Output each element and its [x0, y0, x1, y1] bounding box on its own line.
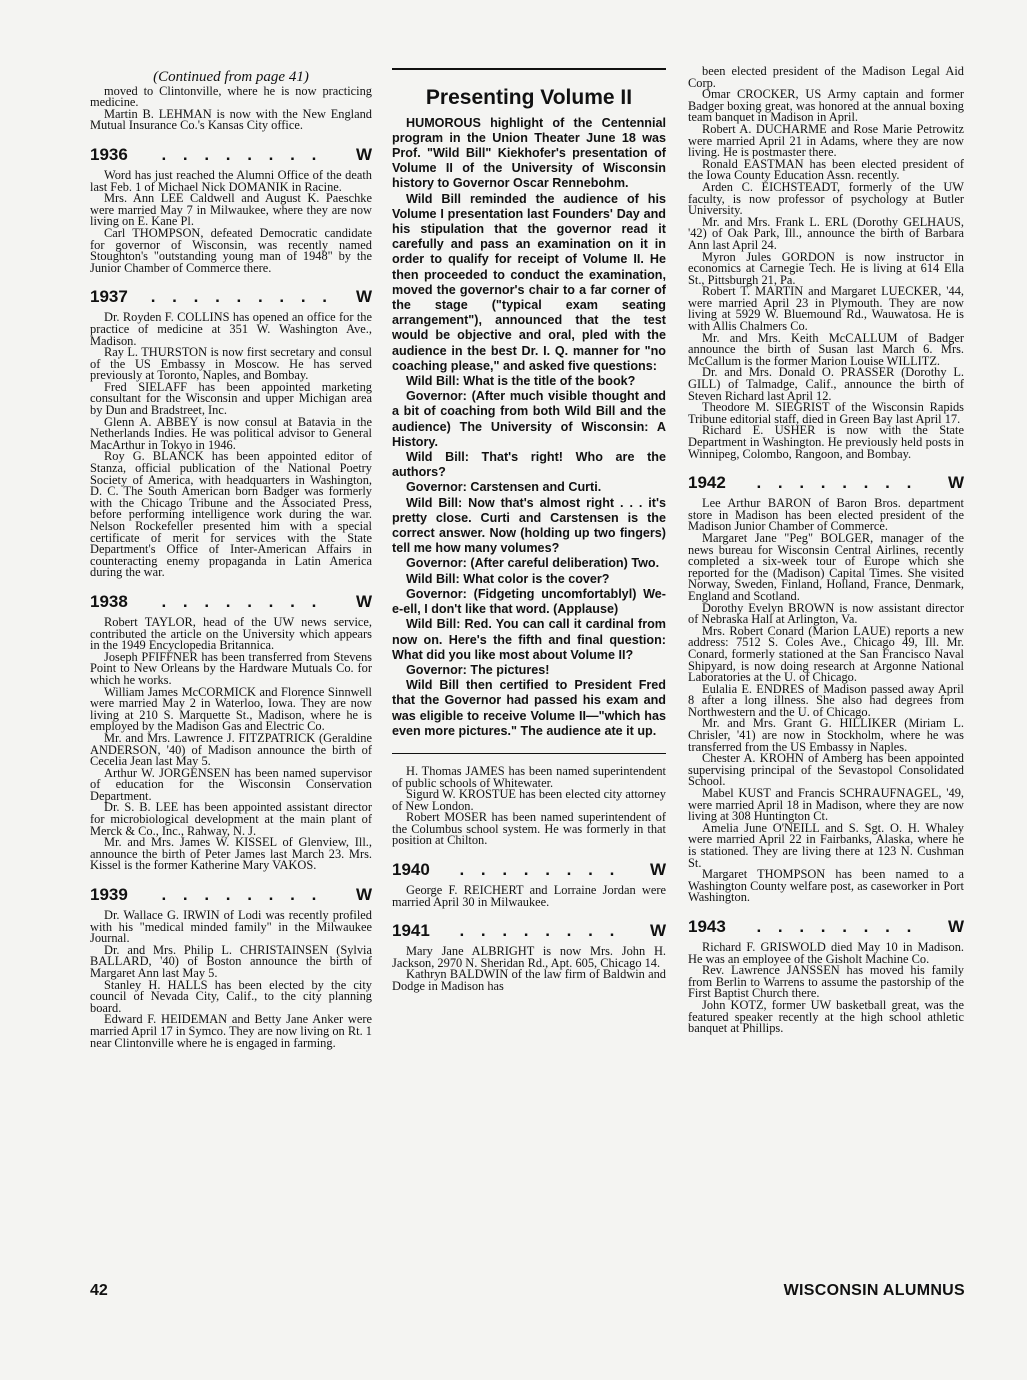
news-item: Myron Jules GORDON is now instructor in economics at Carnegie Tech. He is living at 614 Ella St., Pittsburgh 21, Pa. — [688, 249, 964, 287]
top-rule — [392, 68, 666, 70]
news-item: Omar CROCKER, US Army captain and former Badger boxing great, was honored at the annual boxing team banquet in Madison in April. — [688, 87, 964, 125]
feature-title: Presenting Volume II — [425, 86, 633, 109]
feature-paragraph: Governor: Carstensen and Curti. — [406, 480, 602, 495]
year-leader-dots: . . . . . . . . — [161, 591, 323, 611]
news-item: Chester A. KROHN of Amberg has been appointed supervising principal of the Sevastopol Consolidated School. — [688, 751, 964, 789]
news-item: Margaret Jane "Peg" BOLGER, manager of the news bureau for Wisconsin Central Airlines, recently completed a six-week tour of Europe which she reported for the (Madison) Capital Times. She visited Norway, Sweden, Finland, Holland, France, Denmark, England and Scotland. — [688, 530, 964, 603]
news-item: Sigurd W. KROSTUE has been elected city attorney of New London. — [392, 787, 666, 813]
news-item: Richard F. GRISWOLD died May 10 in Madison. He was an employee of the Gisholt Machine Co. — [688, 939, 964, 966]
year-leader-dots: . . . . . . . . — [756, 916, 918, 936]
class-year-heading — [688, 918, 964, 936]
w-mark: W — [947, 916, 964, 936]
w-mark: W — [355, 591, 372, 611]
news-item: Mabel KUST and Francis SCHRAUFNAGEL, '49, were married April 18 in Madison, where they are now living at 308 Huntington Ct. — [688, 786, 964, 824]
news-item: Glenn A. ABBEY is now consul at Batavia in the Netherlands Indies. He was political advisor to General MacArthur in Tokyo in 1946. — [90, 414, 372, 452]
w-mark: W — [649, 860, 666, 880]
news-item: Edward F. HEIDEMAN and Betty Jane Anker were married April 17 in Symco. They are now living on Rt. 1 near Clintonville where he is engaged in farming. — [90, 1012, 372, 1050]
continued-note: (Continued from page 41) — [153, 69, 309, 85]
news-item: Dr. Wallace G. IRWIN of Lodi was recently profiled with his "medical minded family" in the Milwaukee Journal. — [90, 908, 372, 946]
news-item: Word has just reached the Alumni Office of the death last Feb. 1 of Michael Nick DOMANIK in Racine. — [90, 167, 372, 194]
news-item: Robert A. DUCHARME and Rose Marie Petrowitz were married April 21 in Adams, where they are now living. He is postmaster there. — [688, 121, 964, 160]
year-leader-dots: . . . . . . . . — [161, 144, 323, 164]
feature-paragraph: Governor: (After careful deliberation) Two. — [406, 556, 660, 571]
feature-paragraph: Governor: (Fidgeting uncomfortablyl) We-e-ell, I don't like that word. (Applause) — [392, 586, 666, 617]
year-label: 1939 — [90, 885, 128, 905]
news-item: Stanley H. HALLS has been elected by the city council of Nevada City, Calif., to the city planning board. — [90, 977, 372, 1015]
news-item: Dr. and Mrs. Philip L. CHRISTAINSEN (Sylvia BALLARD, '40) of Boston announce the birth of Margaret Ann last May 5. — [90, 942, 372, 980]
feature-paragraph: Governor: The pictures! — [406, 662, 550, 677]
year-label: 1937 — [90, 287, 128, 307]
feature-box — [392, 86, 666, 739]
col1-sections — [90, 146, 372, 1049]
feature-paragraph: HUMOROUS highlight of the Centennial program in the Union Theater June 18 was Prof. "Wild Bill" Kiekhofer's presentation of Volume II of the University of Wisconsin history to Governor Oscar Rennebohm. — [392, 115, 666, 191]
feature-separator — [392, 753, 666, 754]
news-item: Mr. and Mrs. Lawrence J. FITZPATRICK (Geraldine ANDERSON, '40) of Madison announce the birth of Cecelia Jean last May 5. — [90, 730, 372, 769]
col1-intro — [90, 83, 372, 133]
w-mark: W — [355, 885, 372, 905]
feature-paragraph: Wild Bill: Now that's almost right . . . it's pretty close. Curti and Carstensen is the correct answer. Now (holding up two fingers) tell me how many volumes? — [392, 495, 666, 556]
year-label: 1938 — [90, 591, 128, 611]
w-mark: W — [649, 921, 666, 941]
news-item: Joseph PFIFFNER has been transferred from Stevens Point to New Orleans by the Hardware Mutuals Co. for which he works. — [90, 649, 372, 687]
year-label: 1942 — [688, 473, 726, 493]
news-item: H. Thomas JAMES has been named superintendent of public schools of Whitewater. — [392, 763, 666, 790]
news-item: Mr. and Mrs. Frank L. ERL (Dorothy GELHAUS, '42) of Oak Park, Ill., announce the birth of Barbara Ann last April 24. — [688, 214, 964, 252]
year-label: 1941 — [392, 921, 430, 941]
class-year-heading — [90, 886, 372, 904]
year-leader-dots: . . . . . . . . — [161, 885, 323, 905]
news-item: Ray L. THURSTON is now first secretary and consul of the US Embassy in Moscow. He has served previously at Toronto, Naples, and Bombay. — [90, 345, 372, 383]
feature-paragraph: Wild Bill: What is the title of the book? — [406, 374, 636, 389]
feature-paragraph: Wild Bill reminded the audience of his Volume I presentation last Founders' Day and his stipulation that the governor read it carefully and pass an examination on it in order to qualify for receipt of Volume II. He then proceeded to conduct the examination, moved the governor's chair to a far corner of the stage ("typical exam seating arrangement"), announced that the test would be objective and oral, pled with the audience in the best Dr. I. Q. manner for "no coaching please," and asked five questions: — [392, 191, 666, 373]
year-label: 1940 — [392, 860, 430, 880]
news-item: Mrs. Ann LEE Caldwell and August K. Paeschke were married May 7 in Milwaukee, where they are now living on E. Kane Pl. — [90, 191, 372, 229]
news-item: John KOTZ, former UW basketball great, was the featured speaker recently at the high school athletic banquet at Phillips. — [688, 997, 964, 1036]
col2-sections — [392, 861, 666, 993]
year-leader-dots: . . . . . . . . . — [150, 287, 334, 307]
year-label: 1936 — [90, 144, 128, 164]
news-item: Rev. Lawrence JANSSEN has moved his family from Berlin to Warrens to assume the pastorship of the First Baptist Church there. — [688, 963, 964, 1001]
news-item: moved to Clintonville, where he is now practicing medicine. — [90, 83, 372, 110]
news-item: Robert T. MARTIN and Margaret LUECKER, '44, were married April 23 in Plymouth. They are now living at 5929 W. Bluemound Rd., Wauwatosa. He is with Allis Chalmers Co. — [688, 284, 964, 334]
news-item: Richard E. USHER is now with the State Department in Washington. He previously held posts in Winnipeg, Colombo, Rangoon, and Bombay. — [688, 423, 964, 461]
news-item: Robert TAYLOR, head of the UW news service, contributed the article on the University which appears in the 1949 Encyclopedia Britannica. — [90, 614, 372, 653]
masthead: WISCONSIN ALUMNUS — [783, 1282, 965, 1299]
news-item: Margaret THOMPSON has been named to a Washington County welfare post, as caseworker in Port Washington. — [688, 867, 964, 905]
news-item: Eulalia E. ENDRES of Madison passed away April 8 after a long illness. She also had degrees from Northwestern and the U. of Chicago. — [688, 681, 964, 719]
w-mark: W — [355, 287, 372, 307]
news-item: Mary Jane ALBRIGHT is now Mrs. John H. Jackson, 2970 N. Sheridan Rd., Apt. 605, Chicago 14. — [392, 944, 666, 970]
year-leader-dots: . . . . . . . . — [459, 860, 621, 880]
col2-intro — [392, 763, 666, 848]
news-item: George F. REICHERT and Lorraine Jordan were married April 30 in Milwaukee. — [392, 883, 666, 909]
feature-body — [392, 116, 666, 739]
feature-paragraph: Wild Bill then certified to President Fred that the Governor had passed his exam and was eligible to receive Volume II—"which has even more pictures." The audience ate it up. — [392, 678, 666, 738]
column-left — [90, 66, 372, 1049]
news-item: Lee Arthur BARON of Baron Bros. department store in Madison has been elected president of the Madison Junior Chamber of Commerce. — [688, 496, 964, 534]
year-leader-dots: . . . . . . . . — [756, 473, 918, 493]
news-item: Mr. and Mrs. James W. KISSEL of Glenview, Ill., announce the birth of Peter James last March 23. Mrs. Kissel is the former Katherine Mary VAKOS. — [90, 835, 372, 873]
col3-intro — [688, 66, 964, 460]
news-item: Amelia June O'NEILL and S. Sgt. O. H. Whaley were married April 22 in Fairbanks, Alaska, where he is stationed. They are living there at 123 N. Cushman St. — [688, 820, 964, 870]
year-label: 1943 — [688, 916, 726, 936]
news-item: Mrs. Robert Conard (Marion LAUE) reports a new address: 7512 S. Coles Ave., Chicago 49, Ill. Mr. Conard, formerly stationed at the San Francisco Naval Shipyard, is now doing research at Argonne National Laboratories at the U. of Chicago. — [688, 623, 964, 685]
class-year-heading — [90, 593, 372, 611]
feature-paragraph: Wild Bill: What color is the cover? — [406, 571, 610, 586]
class-year-heading — [392, 861, 666, 879]
news-item: Roy G. BLANCK has been appointed editor of Stanza, official publication of the National Poetry Society of America, with headquarters in Washington, D. C. The South American born Badger was formerly with the Chicago Tribune and the Associated Press, before performing intelligence work during the war. Nelson Rockefeller presented him with a special certificate of merit for services with the State Department's Office of Inter-American Affairs in counteracting enemy propaganda in Latin America during the war. — [90, 449, 372, 580]
news-item: Fred SIELAFF has been appointed marketing consultant for the Wisconsin and upper Michigan area by Dun and Bradstreet, Inc. — [90, 379, 372, 418]
feature-paragraph: Governor: (After much visible thought and a bit of coaching from both Wild Bill and the audience) The University of Wisconsin: A History. — [392, 389, 666, 449]
news-item: Kathryn BALDWIN of the law firm of Baldwin and Dodge in Madison has — [392, 967, 666, 994]
news-item: Mr. and Mrs. Keith McCALLUM of Badger announce the birth of Susan last March 6. Mrs. McCallum is the former Marion Louise WILLITZ. — [688, 330, 964, 368]
news-item: Ronald EASTMAN has been elected president of the Iowa County Education Assn. recently. — [688, 156, 964, 183]
news-item: Dr. S. B. LEE has been appointed assistant director for microbiological development at the main plant of Merck & Co., Inc., Rahway, N. J. — [90, 800, 372, 838]
news-item: Dr. and Mrs. Donald O. PRASSER (Dorothy L. GILL) of Talmadge, Calif., announce the birth of Steven Richard last April 12. — [688, 365, 964, 403]
news-item: William James McCORMICK and Florence Sinnwell were married May 2 in Waterloo, Iowa. They are now living at 210 S. Marquette St., Madison, where he is employed by the Madison Gas and Electric Co. — [90, 684, 372, 734]
page-number: 42 — [90, 1282, 108, 1299]
column-right — [688, 66, 964, 1035]
year-leader-dots: . . . . . . . . — [459, 921, 621, 941]
news-item: been elected president of the Madison Legal Aid Corp. — [688, 64, 964, 90]
w-mark: W — [355, 144, 372, 164]
feature-paragraph: Wild Bill: Red. You can call it cardinal from now on. Here's the fifth and final question: What did you like most about Volume II? — [392, 617, 666, 662]
news-item: Carl THOMPSON, defeated Democratic candidate for governor of Wisconsin, was recently named Stoughton's "outstanding young man of 1948" by the Junior Chamber of Commerce there. — [90, 225, 372, 275]
class-year-heading — [90, 288, 372, 306]
w-mark: W — [947, 473, 964, 493]
news-item: Theodore M. SIEGRIST of the Wisconsin Rapids Tribune editorial staff, died in Green Bay last April 17. — [688, 400, 964, 426]
news-item: Dr. Royden F. COLLINS has opened an office for the practice of medicine at 351 W. Washington Ave., Madison. — [90, 310, 372, 348]
class-year-heading — [688, 474, 964, 492]
feature-paragraph: Wild Bill: That's right! Who are the authors? — [392, 450, 666, 480]
news-item: Arden C. EICHSTEADT, formerly of the UW faculty, is now professor of psychology at Butler University. — [688, 179, 964, 218]
news-item: Dorothy Evelyn BROWN is now assistant director of Nebraska Hall at Arlington, Va. — [688, 600, 964, 627]
news-item: Mr. and Mrs. Grant G. HILLIKER (Miriam L. Chrisler, '41) are now in Stockholm, where he was transferred from the US Embassy in Naples. — [688, 716, 964, 754]
news-item: Robert MOSER has been named superintendent of the Columbus school system. He was formerly in that position at Chilton. — [392, 810, 666, 848]
news-item: Arthur W. JORGENSEN has been named supervisor of education for the Wisconsin Conservation Department. — [90, 765, 372, 803]
col3-sections — [688, 474, 964, 1035]
news-item: Martin B. LEHMAN is now with the New England Mutual Insurance Co.'s Kansas City office. — [90, 106, 372, 133]
class-year-heading — [90, 146, 372, 164]
column-middle — [392, 68, 666, 993]
class-year-heading — [392, 922, 666, 940]
